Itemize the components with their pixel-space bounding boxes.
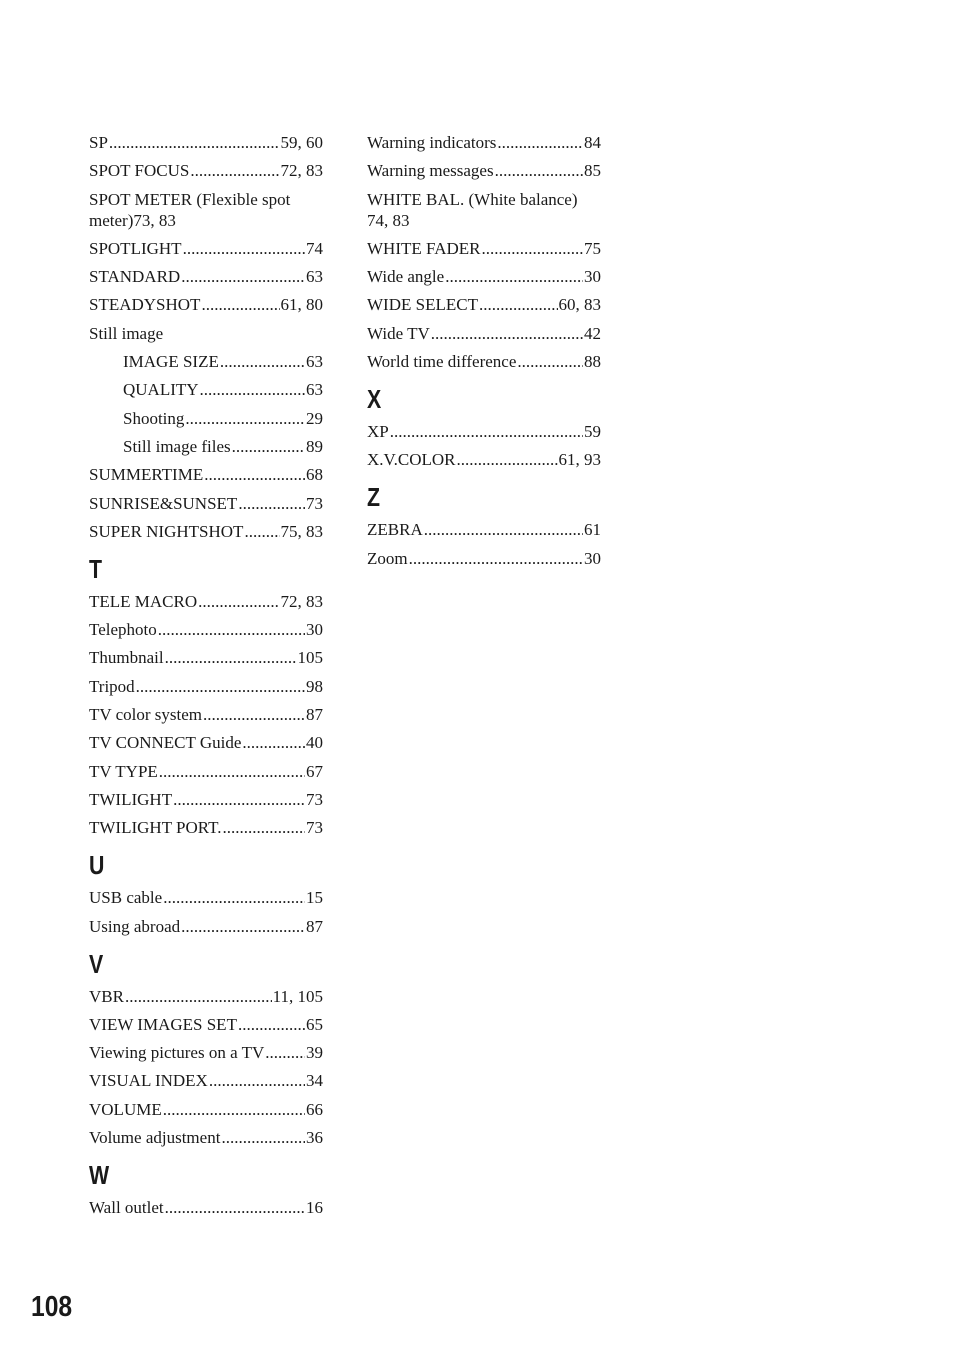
dot-leader	[456, 449, 557, 470]
dot-leader	[163, 1099, 305, 1120]
dot-leader	[173, 789, 305, 810]
index-term: SP	[89, 133, 108, 152]
index-term: QUALITY	[123, 380, 199, 400]
index-term: Wide TV	[367, 323, 430, 343]
index-term: SUNRISE&SUNSET	[89, 493, 238, 513]
dot-leader	[244, 521, 279, 542]
index-entry	[367, 189, 601, 231]
index-pages: 88	[584, 352, 601, 372]
dot-leader	[185, 408, 305, 429]
dot-leader	[265, 1042, 305, 1063]
index-entry	[89, 1014, 323, 1035]
dot-leader	[495, 160, 583, 181]
index-term: VBR	[89, 986, 124, 1006]
dot-leader	[481, 238, 583, 259]
index-entry	[89, 266, 323, 287]
index-entry	[89, 160, 323, 181]
section-letter-heading: T	[89, 553, 103, 584]
index-term: Warning indicators	[367, 133, 497, 152]
dot-leader	[431, 323, 583, 344]
index-term: STANDARD	[89, 267, 181, 287]
dot-leader	[238, 1014, 305, 1035]
index-term: TV TYPE	[89, 761, 158, 781]
dot-leader	[479, 294, 558, 315]
dot-leader	[424, 519, 583, 540]
index-entry	[89, 238, 323, 259]
index-term: WHITE BAL. (White balance)	[367, 189, 578, 209]
index-entry	[89, 732, 323, 753]
index-entry	[367, 294, 601, 315]
index-term: WIDE SELECT	[367, 295, 478, 315]
dot-leader	[497, 132, 583, 153]
index-term: Warning messages	[367, 161, 494, 181]
index-pages: 75, 83	[280, 521, 323, 541]
index-term: X.V.COLOR	[367, 450, 456, 470]
index-column-right	[367, 132, 601, 576]
index-pages: 74, 83	[367, 210, 410, 230]
dot-leader	[183, 238, 305, 259]
dot-leader	[158, 619, 305, 640]
index-entry	[89, 619, 323, 640]
index-term: SPOT FOCUS	[89, 161, 190, 181]
index-term: Zoom	[367, 548, 408, 568]
index-pages: 30	[306, 620, 323, 640]
index-entry	[367, 519, 601, 540]
dot-leader	[409, 548, 583, 569]
index-subentry	[89, 408, 323, 429]
index-entry	[89, 464, 323, 485]
index-pages: 63	[306, 352, 323, 372]
index-entry	[89, 676, 323, 697]
index-term: Still image	[89, 323, 164, 343]
index-pages: 39	[306, 1043, 323, 1063]
index-pages: 11, 105	[272, 986, 323, 1006]
index-term: Wide angle	[367, 267, 445, 287]
index-term: IMAGE SIZE	[123, 352, 219, 372]
index-entry	[89, 916, 323, 937]
index-term: Volume adjustment	[89, 1128, 221, 1148]
dot-leader	[136, 676, 305, 697]
index-pages: 60, 83	[558, 295, 601, 315]
index-entry-continuation	[89, 210, 323, 231]
index-term: Telephoto	[89, 620, 157, 640]
index-term: TWILIGHT	[89, 789, 173, 809]
section-letter-heading: V	[89, 948, 104, 979]
index-pages: 34	[306, 1071, 323, 1091]
dot-leader	[242, 732, 305, 753]
index-pages: 61	[584, 520, 601, 540]
dot-leader	[220, 351, 305, 372]
index-entry	[89, 591, 323, 612]
dot-leader	[190, 160, 279, 181]
index-pages: 59	[584, 422, 601, 442]
index-entry	[89, 294, 323, 315]
index-entry	[89, 887, 323, 908]
index-pages: 40	[306, 733, 323, 753]
index-entry	[367, 421, 601, 442]
index-term: STEADYSHOT	[89, 295, 201, 315]
dot-leader	[109, 132, 280, 153]
index-pages: 73	[306, 789, 323, 809]
index-term: VISUAL INDEX	[89, 1071, 208, 1091]
index-term: Wall outlet	[89, 1198, 164, 1218]
index-entry	[367, 238, 601, 259]
dot-leader	[159, 761, 305, 782]
index-entry	[89, 1042, 323, 1063]
index-pages: 89	[306, 436, 323, 456]
page-number: 108	[31, 1291, 73, 1323]
dot-leader	[203, 704, 305, 725]
index-term: TELE MACRO	[89, 591, 198, 611]
dot-leader	[181, 266, 305, 287]
dot-leader	[221, 1127, 305, 1148]
index-term: TV color system	[89, 705, 203, 725]
index-term-line: SPOT METER (Flexible spot	[89, 189, 291, 209]
index-term: XP	[367, 422, 389, 442]
index-term: SPOTLIGHT	[89, 238, 182, 258]
index-pages: 65	[306, 1014, 323, 1034]
dot-leader	[200, 379, 305, 400]
dot-leader	[165, 1197, 305, 1218]
dot-leader	[445, 266, 583, 287]
dot-leader	[198, 591, 279, 612]
index-pages: 36	[306, 1128, 323, 1148]
index-entry	[89, 789, 323, 810]
index-pages: 63	[306, 380, 323, 400]
index-term: SUPER NIGHTSHOT	[89, 521, 244, 541]
index-entry	[89, 817, 323, 838]
index-pages: 29	[306, 408, 323, 428]
index-term: World time difference	[367, 352, 517, 372]
index-entry	[89, 521, 323, 542]
index-column-left	[89, 132, 323, 1225]
index-pages: 75	[584, 238, 601, 258]
index-entry	[89, 323, 323, 344]
index-term: USB cable	[89, 888, 163, 908]
index-term: Shooting	[123, 408, 185, 428]
index-pages: 98	[306, 676, 323, 696]
dot-leader	[125, 986, 272, 1007]
index-pages: 59, 60	[280, 133, 323, 152]
index-term: VIEW IMAGES SET	[89, 1014, 237, 1034]
dot-leader	[390, 421, 583, 442]
index-pages: 87	[306, 916, 323, 936]
section-letter-heading: X	[367, 384, 382, 415]
index-pages: 87	[306, 705, 323, 725]
index-entry	[89, 1127, 323, 1148]
index-pages: 72, 83	[280, 161, 323, 181]
index-pages: 67	[306, 761, 323, 781]
index-entry	[367, 132, 601, 153]
section-letter-heading: U	[89, 850, 105, 881]
index-entry	[367, 266, 601, 287]
index-entry	[89, 761, 323, 782]
index-term: VOLUME	[89, 1099, 162, 1119]
index-term: Thumbnail	[89, 648, 164, 668]
index-term: Still image files	[123, 436, 231, 456]
dot-leader	[517, 351, 583, 372]
index-entry	[367, 548, 601, 569]
index-pages: 105	[297, 648, 323, 668]
index-pages: 30	[584, 267, 601, 287]
index-pages: 63	[306, 267, 323, 287]
index-entry	[367, 323, 601, 344]
index-pages: 84	[584, 133, 601, 152]
index-term: ZEBRA	[367, 520, 423, 540]
index-entry	[89, 1197, 323, 1218]
dot-leader	[204, 464, 305, 485]
index-pages: 68	[306, 465, 323, 485]
index-pages: 16	[306, 1198, 323, 1218]
dot-leader	[222, 817, 305, 838]
index-pages: 73	[306, 818, 323, 838]
index-term: Tripod	[89, 676, 135, 696]
index-pages: 61, 93	[558, 450, 601, 470]
index-entry	[89, 132, 323, 153]
index-term: SUMMERTIME	[89, 465, 204, 485]
index-pages: 85	[584, 161, 601, 181]
index-pages: 72, 83	[280, 591, 323, 611]
dot-leader	[201, 294, 279, 315]
index-pages: 73	[306, 493, 323, 513]
index-subentry	[89, 436, 323, 457]
dot-leader	[181, 916, 305, 937]
index-entry	[367, 160, 601, 181]
index-entry	[89, 1070, 323, 1091]
dot-leader	[165, 647, 297, 668]
index-term: meter)	[89, 210, 134, 230]
dot-leader	[238, 493, 305, 514]
index-term: Using abroad	[89, 916, 181, 936]
index-term: WHITE FADER	[367, 238, 481, 258]
index-entry	[367, 449, 601, 470]
dot-leader	[232, 436, 305, 457]
index-pages: 30	[584, 548, 601, 568]
index-pages: 66	[306, 1099, 323, 1119]
dot-leader	[209, 1070, 305, 1091]
index-entry	[89, 986, 323, 1007]
index-subentry	[89, 351, 323, 372]
index-pages: 73, 83	[133, 210, 176, 230]
index-pages: 42	[584, 323, 601, 343]
index-entry	[89, 647, 323, 668]
index-term: TWILIGHT PORT.	[89, 818, 222, 838]
index-entry	[89, 189, 323, 231]
dot-leader	[163, 887, 305, 908]
index-pages: 74	[306, 238, 323, 258]
index-term: Viewing pictures on a TV	[89, 1043, 265, 1063]
section-letter-heading: Z	[367, 482, 381, 513]
index-entry	[89, 493, 323, 514]
index-entry	[89, 1099, 323, 1120]
index-term: TV CONNECT Guide	[89, 733, 242, 753]
index-pages: 15	[306, 888, 323, 908]
index-pages: 61, 80	[280, 295, 323, 315]
index-entry	[367, 351, 601, 372]
index-entry	[89, 704, 323, 725]
index-subentry	[89, 379, 323, 400]
section-letter-heading: W	[89, 1160, 110, 1191]
